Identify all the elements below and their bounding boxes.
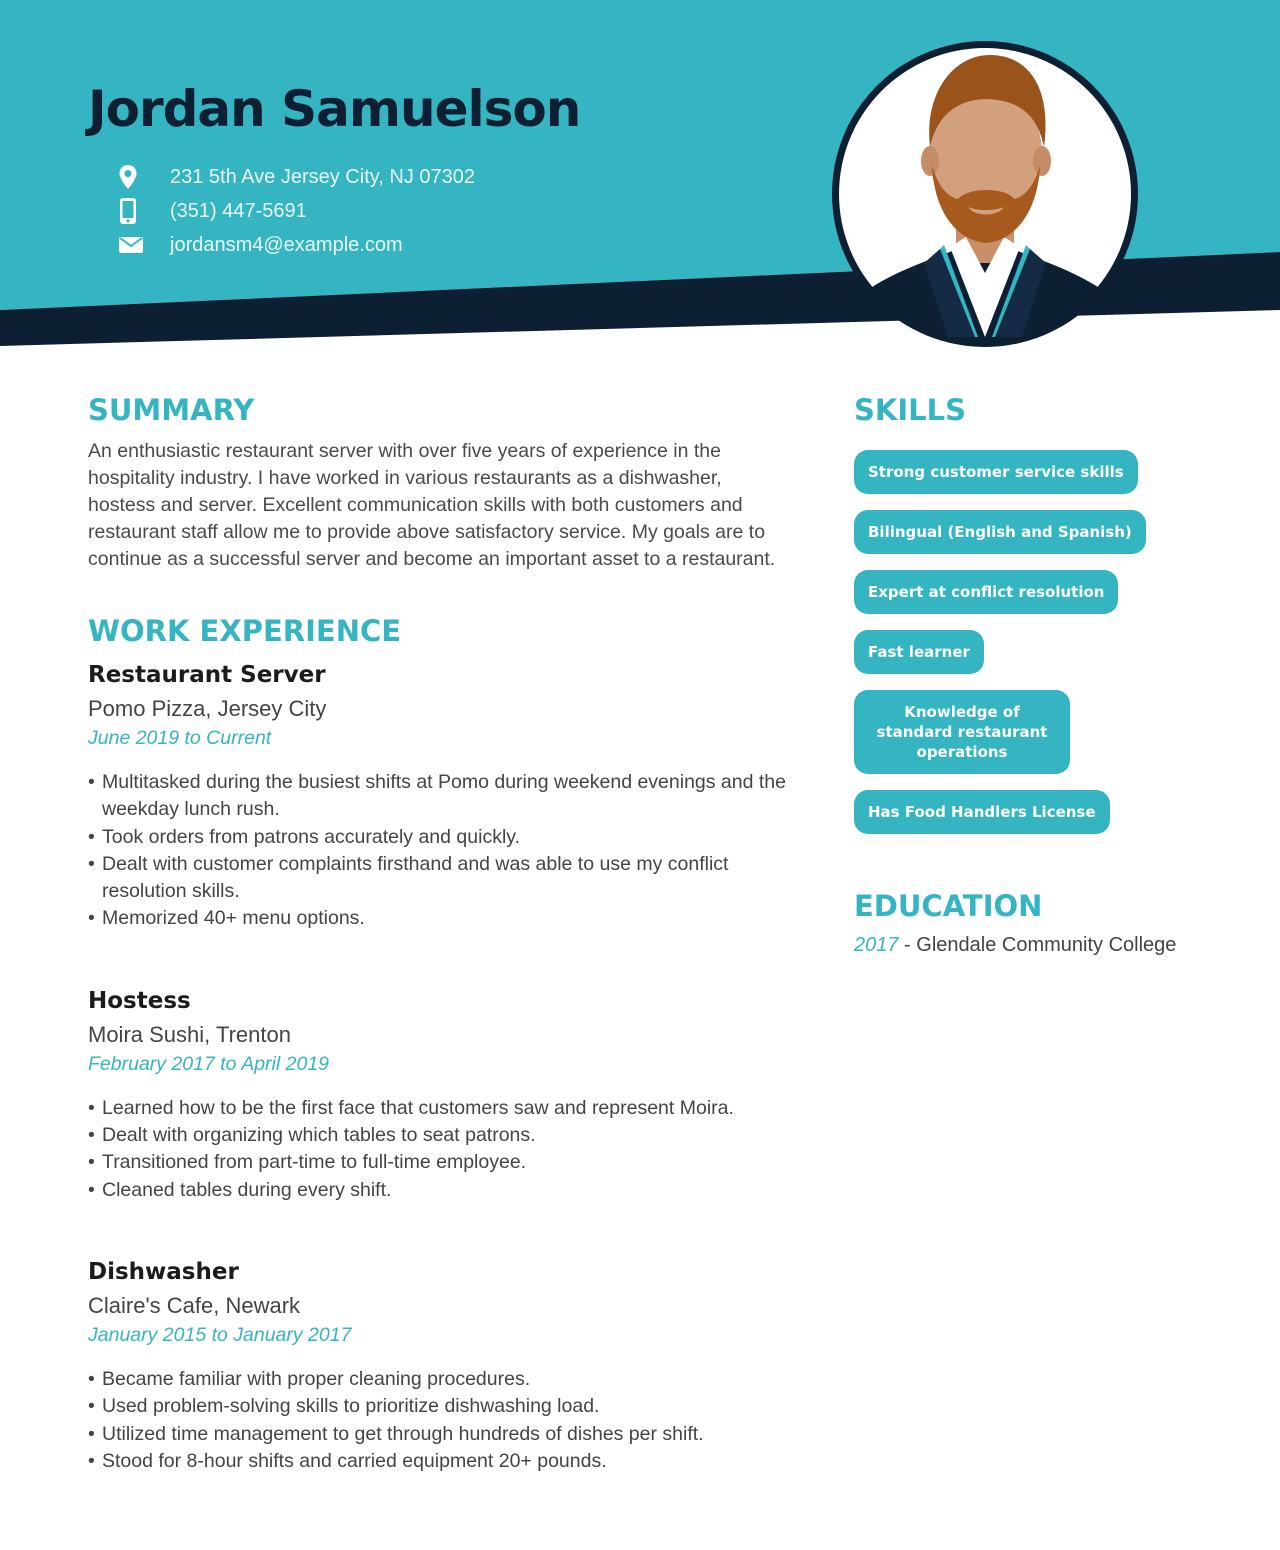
job-title: Hostess <box>88 987 191 1014</box>
bullet-item: • Multitasked during the busiest shifts at Pomo during weekend evenings and the weekday lunch rush. <box>88 771 786 821</box>
skill-pill: Knowledge of standard restaurant operations <box>854 690 1070 774</box>
contact-address <box>118 160 475 194</box>
job-title: Dishwasher <box>88 1258 239 1285</box>
phone-text: (351) 447-5691 <box>170 199 307 222</box>
education-year: 2017 <box>854 934 899 956</box>
education-school: Glendale Community College <box>916 934 1177 956</box>
education-heading: EDUCATION <box>854 889 1043 923</box>
skill-pill: Strong customer service skills <box>854 450 1138 494</box>
job-dates: January 2015 to January 2017 <box>88 1323 352 1346</box>
phone-icon <box>118 198 150 224</box>
location-pin-icon <box>118 164 150 190</box>
education-separator: - <box>898 934 917 956</box>
skill-pill: Expert at conflict resolution <box>854 570 1118 614</box>
skills-heading: SKILLS <box>854 393 966 427</box>
contact-phone <box>118 194 475 228</box>
job-dates: February 2017 to April 2019 <box>88 1052 330 1075</box>
bullet-item: • Cleaned tables during every shift. <box>88 1178 392 1201</box>
email-text: jordansm4@example.com <box>170 233 403 256</box>
mail-icon <box>118 232 150 258</box>
left-column <box>88 390 808 1475</box>
skill-pill: Fast learner <box>854 630 984 674</box>
job-bullets <box>88 769 808 933</box>
candidate-name: Jordan Samuelson <box>88 80 581 138</box>
job-entry <box>88 1256 808 1475</box>
bullet-item: • Took orders from patrons accurately and quickly. <box>88 825 520 848</box>
bullet-item: • Memorized 40+ menu options. <box>88 907 365 930</box>
bullet-item: • Dealt with organizing which tables to seat patrons. <box>88 1124 536 1147</box>
bullet-item: • Dealt with customer complaints firsthand and was able to use my conflict resolution skills. <box>88 852 729 903</box>
bullet-item: • Became familiar with proper cleaning procedures. <box>88 1367 531 1390</box>
job-company: Claire's Cafe, Newark <box>88 1292 301 1318</box>
work-experience-heading: WORK EXPERIENCE <box>88 614 402 648</box>
job-dates: June 2019 to Current <box>88 727 272 749</box>
address-text: 231 5th Ave Jersey City, NJ 07302 <box>170 165 475 188</box>
skill-pill: Bilingual (English and Spanish) <box>854 510 1146 554</box>
education-entry <box>854 934 1254 957</box>
skills-list <box>854 450 1254 850</box>
job-title: Restaurant Server <box>88 662 326 688</box>
job-entry <box>88 659 808 933</box>
job-company: Moira Sushi, Trenton <box>88 1021 291 1047</box>
job-bullets <box>88 1095 808 1204</box>
contact-email <box>118 228 475 262</box>
summary-text: An enthusiastic restaurant server with over five years of experience in the hospitality industry. I have worked in various restaurants as a dishwasher, hostess and server. Excellent communication skills with both customers and restaurant staff allow me to provide above satisfactory service. My goals are to continue as a successful server and become an important asset to a restaurant. <box>88 440 776 570</box>
job-bullets <box>88 1366 808 1475</box>
job-entry <box>88 985 808 1204</box>
bullet-item: • Used problem-solving skills to prioritize dishwashing load. <box>88 1395 600 1418</box>
skill-pill: Has Food Handlers License <box>854 790 1110 834</box>
summary-heading: SUMMARY <box>88 393 255 427</box>
person-avatar-icon <box>828 37 1142 351</box>
job-company: Pomo Pizza, Jersey City <box>88 696 327 721</box>
bullet-item: • Learned how to be the first face that customers saw and represent Moira. <box>88 1096 734 1119</box>
right-column <box>854 390 1254 957</box>
bullet-item: • Utilized time management to get through hundreds of dishes per shift. <box>88 1422 704 1445</box>
contact-list <box>118 160 475 262</box>
bullet-item: • Transitioned from part-time to full-time employee. <box>88 1151 527 1174</box>
bullet-item: • Stood for 8-hour shifts and carried equipment 20+ pounds. <box>88 1449 607 1472</box>
